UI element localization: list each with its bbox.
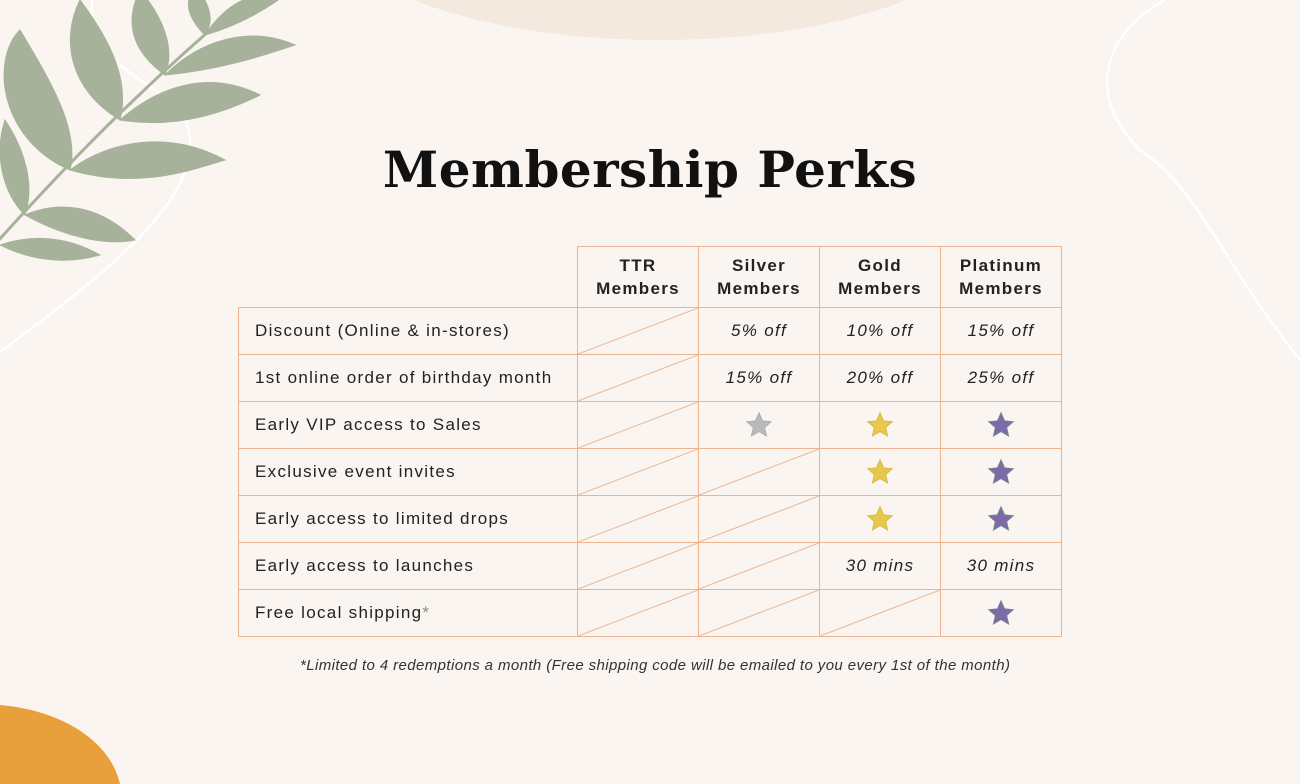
platinum-star-icon (986, 410, 1016, 440)
header-empty-cell (239, 247, 578, 308)
not-available-cell (699, 496, 820, 543)
diagonal-slash (578, 543, 698, 589)
diagonal-slash (699, 496, 819, 542)
perk-label: Discount (Online & in-stores) (239, 308, 578, 355)
not-available-cell (578, 543, 699, 590)
star-cell (941, 402, 1062, 449)
perk-value: 25% off (941, 355, 1062, 402)
gold-star-icon (865, 504, 895, 534)
star-cell (820, 449, 941, 496)
star-cell (820, 402, 941, 449)
diagonal-slash (578, 402, 698, 448)
tier-suffix: Members (838, 279, 922, 298)
perk-value: 10% off (820, 308, 941, 355)
not-available-cell (699, 449, 820, 496)
perk-label-cell (239, 590, 578, 637)
perk-value: 30 mins (941, 543, 1062, 590)
not-available-cell (820, 590, 941, 637)
tier-name: Platinum (959, 256, 1043, 275)
tier-header-silver (699, 247, 820, 308)
platinum-star-icon (986, 457, 1016, 487)
table-row (239, 355, 1062, 402)
not-available-cell (578, 590, 699, 637)
not-available-cell (699, 590, 820, 637)
tier-name: Silver (731, 256, 787, 275)
perk-label: Early access to limited drops (239, 496, 578, 543)
tier-header-platinum (941, 247, 1062, 308)
perk-label: Early VIP access to Sales (239, 402, 578, 449)
silver-star-icon (744, 410, 774, 440)
perk-value: 20% off (820, 355, 941, 402)
tier-header-gold (820, 247, 941, 308)
star-cell (941, 449, 1062, 496)
table-row (239, 402, 1062, 449)
top-blob (330, 0, 990, 40)
diagonal-slash (820, 590, 940, 636)
diagonal-slash (699, 590, 819, 636)
star-cell (941, 590, 1062, 637)
table-row (239, 496, 1062, 543)
tier-name: TTR (619, 256, 657, 275)
diagonal-slash (578, 308, 698, 354)
perk-value: 15% off (941, 308, 1062, 355)
perk-label: Exclusive event invites (239, 449, 578, 496)
tier-suffix: Members (596, 279, 680, 298)
diagonal-slash (699, 543, 819, 589)
not-available-cell (578, 402, 699, 449)
star-cell (699, 402, 820, 449)
diagonal-slash (578, 449, 698, 495)
footnote: *Limited to 4 redemptions a month (Free shipping code will be emailed to you every 1st of the month) (300, 657, 1011, 674)
footnote-asterisk: * (422, 603, 431, 622)
perk-value: 5% off (699, 308, 820, 355)
gold-star-icon (865, 410, 895, 440)
platinum-star-icon (986, 598, 1016, 628)
diagonal-slash (578, 496, 698, 542)
star-cell (820, 496, 941, 543)
perk-label: Early access to launches (239, 543, 578, 590)
page-title: Membership Perks (382, 140, 918, 199)
table-row (239, 590, 1062, 637)
diagonal-slash (699, 449, 819, 495)
table-row (239, 543, 1062, 590)
tier-name: Gold (858, 256, 902, 275)
perk-label: 1st online order of birthday month (239, 355, 578, 402)
gold-star-icon (865, 457, 895, 487)
perk-value: 30 mins (820, 543, 941, 590)
not-available-cell (578, 449, 699, 496)
table-row (239, 308, 1062, 355)
perk-label: Free local shipping (255, 603, 423, 622)
perk-value: 15% off (699, 355, 820, 402)
table-row (239, 449, 1062, 496)
tier-suffix: Members (959, 279, 1043, 298)
orange-blob (0, 705, 120, 784)
star-cell (941, 496, 1062, 543)
tier-header-ttr (578, 247, 699, 308)
not-available-cell (578, 308, 699, 355)
not-available-cell (578, 355, 699, 402)
diagonal-slash (578, 590, 698, 636)
table-header-row (239, 247, 1062, 308)
leaf-branch (0, 0, 295, 260)
not-available-cell (578, 496, 699, 543)
diagonal-slash (578, 355, 698, 401)
not-available-cell (699, 543, 820, 590)
tier-suffix: Members (717, 279, 801, 298)
membership-perks-table (238, 246, 1062, 637)
platinum-star-icon (986, 504, 1016, 534)
